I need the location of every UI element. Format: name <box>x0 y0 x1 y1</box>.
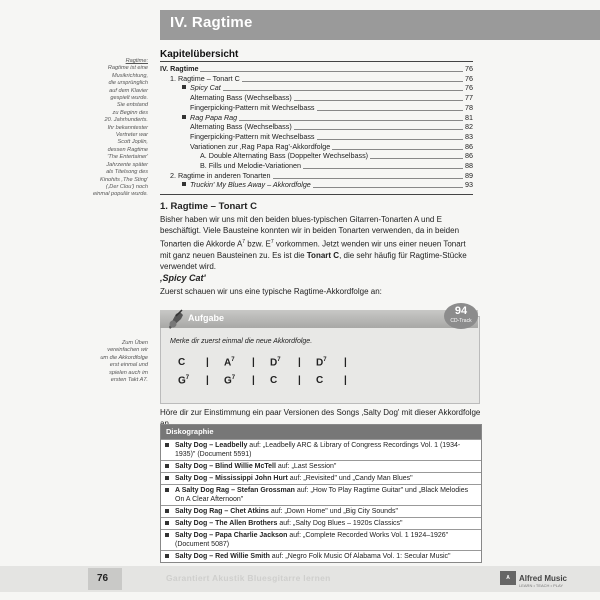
sidebar-note-line: Sie entstand <box>116 102 148 109</box>
discography-row <box>161 529 481 550</box>
toc-entry-label <box>182 83 223 92</box>
sidebar-note-ragtime <box>84 58 148 199</box>
chord-symbol: $G^7$ <box>178 375 190 387</box>
recording-title: Salty Dog Rag – Chet Atkins <box>175 508 269 515</box>
toc-entry-label <box>182 113 239 122</box>
toc-entry-text: Truckin' My Blues Away – Akkordfolge <box>190 180 311 190</box>
publisher-logo <box>500 568 567 588</box>
toc-page-number: 77 <box>465 93 473 103</box>
bar-line: | <box>344 357 347 368</box>
bar-line: | <box>252 357 255 368</box>
sidebar-note-line: Ragtime: <box>125 58 148 64</box>
chord-symbol: C <box>178 357 186 368</box>
sidebar-note-line: Kinohits ,The Sting' <box>99 176 148 183</box>
discography-row <box>161 439 481 460</box>
sidebar-note-line: spielen auch im <box>109 369 148 376</box>
recording-source: auf: „How To Play Ragtime Guitar" und „Black Melodies On A Clear Afternoon" <box>175 487 469 503</box>
sidebar-note-line: dessen Ragtime <box>107 146 148 153</box>
bar-line: | <box>206 375 209 386</box>
toc-entry-text: Rag Papa Rag <box>190 112 238 122</box>
toc-entry-text: Alternating Bass (Wechselbass) <box>190 122 292 132</box>
sidebar-note-line: zu Beginn des <box>112 109 148 116</box>
toc-entry[interactable] <box>190 132 473 141</box>
recording-title: Salty Dog – Papa Charlie Jackson <box>175 532 288 539</box>
bullet-square-icon <box>182 85 186 89</box>
recording-source: auf: „Salty Dog Blues – 1920s Classics" <box>277 520 403 527</box>
publisher-name: Alfred Music <box>519 573 568 583</box>
sidebar-note-line: Zum Üben <box>121 340 148 346</box>
bullet-square-icon <box>165 443 169 447</box>
toc-entry-label <box>190 132 317 141</box>
alfred-logo-icon: A <box>500 571 516 585</box>
recording-source: auf: „Last Session" <box>275 463 337 470</box>
toc-bottom-rule <box>160 194 473 195</box>
toc-entry-label <box>200 161 303 170</box>
toc-page-number: 82 <box>465 122 473 132</box>
toc-entry[interactable] <box>190 122 473 131</box>
sidebar-note-practice <box>84 340 148 384</box>
sidebar-note-line: (,Der Clou') noch <box>105 183 148 190</box>
toc-page-number: 78 <box>465 102 473 112</box>
toc-page-number: 76 <box>465 64 473 73</box>
chord-symbol: $D^7$ <box>270 357 281 369</box>
sidebar-note-line: vereinfachen wir <box>107 347 148 354</box>
task-label: Aufgabe <box>188 313 224 323</box>
toc-entry-text: 2. Ragtime in anderen Tonarten <box>170 170 271 180</box>
book-title: Garantiert Akustik Bluesgitarre lernen <box>166 573 331 583</box>
toc-entry-text: Spicy Cat <box>190 83 221 93</box>
discography-heading: Diskographie <box>161 425 481 439</box>
cd-track-number: 94 <box>454 305 468 317</box>
toc-entry-label <box>160 64 200 73</box>
toc-entry[interactable] <box>190 93 473 102</box>
bar-line: | <box>206 357 209 368</box>
sidebar-note-line: erst einmal und <box>109 362 148 369</box>
sidebar-note-line: um die Akkordfolge <box>100 354 148 361</box>
toc-entry[interactable] <box>182 83 473 92</box>
toc-leader-line <box>160 71 463 72</box>
toc-top-rule <box>160 61 473 62</box>
discography-row <box>161 505 481 517</box>
intro-paragraph: Bisher haben wir uns mit den beiden blues-typischen Gitarren-Tonarten A und E beschäftigt. Viele Bausteine konnten wir in beiden Tonarten verwenden, da in beiden Tonarten die Akkorde $A^7$ bzw. $E^7$ vorkommen. Jetzt wenden wir uns einer neuen Tonart mit ganz neuen Bausteinen zu. Es ist die Tonart C, die sehr häufig für Ragtime-Stücke verwendet wird. <box>160 215 467 271</box>
sidebar-note-line: Ihr bekanntester <box>107 124 148 131</box>
bar-line: | <box>298 375 301 386</box>
toc-entry[interactable] <box>182 113 473 122</box>
toc-page-number: 88 <box>465 161 473 170</box>
recording-source: auf: „Down Home" und „Big City Sounds" <box>268 508 398 515</box>
publisher-tagline: LEARN • TEACH • PLAY <box>519 583 563 588</box>
recording-source: auf: „Negro Folk Music Of Alabama Vol. 1: Secular Music" <box>269 553 451 560</box>
chord-symbol: $G^7$ <box>224 375 236 387</box>
recording-title: Salty Dog – Red Willie Smith <box>175 553 270 560</box>
toc-page-number: 76 <box>465 83 473 93</box>
song-heading: ‚Spicy Cat' <box>160 273 206 283</box>
sidebar-note-line: ersten Takt A7. <box>110 377 148 384</box>
toc-page-number: 76 <box>465 73 473 83</box>
bullet-square-icon <box>165 509 169 513</box>
toc-page-number: 89 <box>465 170 473 180</box>
recording-title: Salty Dog – Leadbelly <box>175 442 248 449</box>
toc-entry-text: B. Fills und Melodie-Variationen <box>200 161 301 170</box>
toc-entry-label <box>170 171 273 180</box>
bar-line: | <box>298 357 301 368</box>
task-instruction: Merke dir zuerst einmal die neue Akkordfolge. <box>170 338 313 345</box>
toc-page-number: 86 <box>465 141 473 151</box>
sidebar-note-line: die ursprünglich <box>108 80 148 87</box>
sidebar-note-line: Vertreter war <box>115 132 148 139</box>
recording-title: Salty Dog – Blind Willie McTell <box>175 463 276 470</box>
guitar-icon <box>166 308 186 335</box>
bullet-square-icon <box>165 476 169 480</box>
toc-entry[interactable] <box>182 180 473 189</box>
discography-row <box>161 517 481 529</box>
toc-entry-text: A. Double Alternating Bass (Doppelter Wechselbass) <box>200 151 369 161</box>
chord-row-1 <box>178 357 362 368</box>
recording-title: Salty Dog – The Allen Brothers <box>175 520 278 527</box>
discography-table <box>160 424 482 563</box>
bullet-square-icon <box>165 488 169 492</box>
chord-symbol: C <box>316 375 324 386</box>
sidebar-note-line: Musikrichtung, <box>111 72 148 79</box>
chord-symbol: $D^7$ <box>316 357 327 369</box>
toc-entry[interactable] <box>160 64 473 73</box>
toc-entry-label <box>182 180 313 189</box>
sidebar-note-line: einmal populär wurde. <box>92 191 148 198</box>
recording-source: auf: „Revisited" und „Candy Man Blues" <box>287 475 413 482</box>
chord-symbol: $A^7$ <box>224 357 235 369</box>
discography-row <box>161 550 481 562</box>
toc-entry[interactable] <box>200 161 473 170</box>
bullet-square-icon <box>182 182 186 186</box>
bullet-square-icon <box>165 533 169 537</box>
recording-source: auf: „Complete Recorded Works Vol. 1 1924–1926" (Document 5087) <box>175 532 449 548</box>
section-heading: 1. Ragtime – Tonart C <box>160 201 257 212</box>
recording-title: A Salty Dog Rag – Stefan Grossman <box>175 487 295 494</box>
recording-title: Salty Dog – Mississippi John Hurt <box>175 475 288 482</box>
sidebar-note-line: Jahrzente später <box>106 161 148 168</box>
discography-row <box>161 460 481 472</box>
sidebar-note-line: 20. Jahrhunderts. <box>104 117 148 124</box>
toc-entry-text: Variationen zur ‚Rag Papa Rag'-Akkordfolge <box>190 141 331 151</box>
toc-entry[interactable] <box>170 171 473 180</box>
toc-page-number: 81 <box>465 112 473 122</box>
toc-leader-line <box>182 90 463 91</box>
toc-entry-label <box>170 74 242 83</box>
toc-entry-label <box>190 122 294 131</box>
bullet-square-icon <box>182 115 186 119</box>
toc-page-number: 86 <box>465 151 473 161</box>
toc-entry[interactable] <box>190 142 473 151</box>
toc-entry-text: 1. Ragtime – Tonart C <box>170 73 240 83</box>
toc-heading: Kapitelübersicht <box>160 49 239 60</box>
page-number: 76 <box>97 573 109 584</box>
toc-entry-text: IV. Ragtime <box>160 64 199 73</box>
toc-entry[interactable] <box>200 151 473 160</box>
toc-entry-label <box>190 142 332 151</box>
toc-entry-label <box>190 93 294 102</box>
bar-line: | <box>344 375 347 386</box>
toc-page-number: 83 <box>465 131 473 141</box>
recording-source: auf: „Leadbelly ARC & Library of Congress Recordings Vol. 1 (1934-1935)" (Document 5591) <box>175 442 461 458</box>
discography-row <box>161 472 481 484</box>
chord-symbol: C <box>270 375 278 386</box>
toc-entry-label <box>200 151 370 160</box>
listen-instruction: Höre dir zur Einstimmung ein paar Versionen des Songs ‚Salty Dog' mit dieser Akkordfolge <box>160 408 481 417</box>
toc-page-number: 93 <box>465 180 473 190</box>
cd-track-badge <box>444 303 478 329</box>
toc-entry-text: Fingerpicking-Pattern mit Wechselbass <box>190 131 315 141</box>
toc-entry-label <box>190 103 317 112</box>
toc-entry-text: Fingerpicking-Pattern mit Wechselbass <box>190 102 315 112</box>
toc-entry[interactable] <box>190 103 473 112</box>
cd-track-label: CD-Track <box>450 318 472 324</box>
sidebar-note-line: als Titelsong des <box>106 169 148 176</box>
bullet-square-icon <box>165 464 169 468</box>
chord-intro-text: Zuerst schauen wir uns eine typische Ragtime-Akkordfolge an: <box>160 287 382 296</box>
sidebar-note-line: Scott Joplin, <box>117 139 148 146</box>
chapter-title: IV. Ragtime <box>170 14 253 31</box>
sidebar-note-line: Ragtime ist eine <box>107 65 148 72</box>
discography-row <box>161 484 481 505</box>
bar-line: | <box>252 375 255 386</box>
toc-entry[interactable] <box>170 74 473 83</box>
chord-row-2 <box>178 375 362 386</box>
sidebar-note-line: 'The Entertainer' <box>107 154 148 161</box>
sidebar-note-line: gespielt wurde. <box>110 95 148 102</box>
bullet-square-icon <box>165 521 169 525</box>
bullet-square-icon <box>165 554 169 558</box>
toc-entry-text: Alternating Bass (Wechselbass) <box>190 93 292 103</box>
sidebar-note-line: auf dem Klavier <box>109 87 148 94</box>
